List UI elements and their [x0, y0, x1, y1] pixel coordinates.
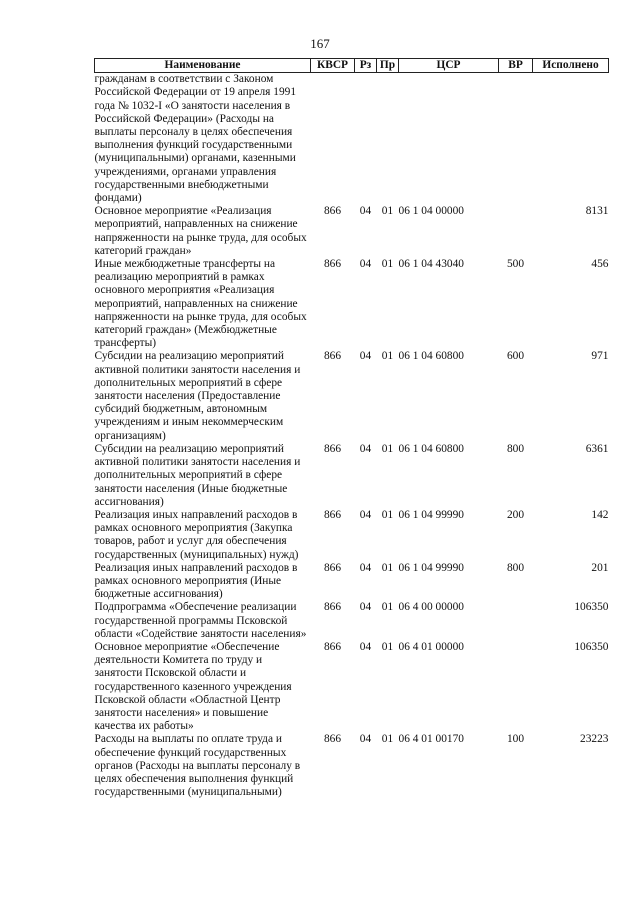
table-row: [95, 601, 609, 641]
row-amount: 456: [591, 258, 609, 271]
column-header-vr: ВР: [499, 59, 533, 73]
row-pr: 01: [381, 561, 394, 574]
column-header-name: Наименование: [95, 59, 311, 73]
row-pr: 01: [381, 258, 394, 271]
row-kvsr: 866: [323, 733, 342, 746]
row-csr: 06 4 00 00000: [398, 601, 464, 614]
row-vr: [499, 205, 533, 258]
row-name: Субсидии на реализацию мероприятий активной политики занятости населения и дополнительных мероприятий в сфере занятости населения (Иные бюджетные ассигнования): [94, 442, 301, 508]
row-rz: 04: [359, 442, 372, 455]
budget-table: [94, 58, 609, 799]
row-csr: 06 1 04 60800: [398, 350, 464, 363]
row-name: Субсидии на реализацию мероприятий активной политики занятости населения и дополнительных мероприятий в сфере занятости населения (Предоставление субсидий бюджетным, автономным учреждениям и иным некоммерческим организациям): [94, 350, 301, 442]
table-row: [95, 258, 609, 350]
row-vr: 600: [506, 350, 525, 363]
row-kvsr: 866: [323, 350, 342, 363]
row-amount: 8131: [585, 205, 609, 218]
row-csr: 06 4 01 00000: [398, 640, 464, 653]
row-pr: 01: [381, 442, 394, 455]
row-amount: 6361: [585, 442, 609, 455]
row-vr: [499, 73, 533, 206]
row-pr: 01: [381, 508, 394, 521]
row-vr: 100: [506, 733, 525, 746]
row-name: Реализация иных направлений расходов в рамках основного мероприятия (Иные бюджетные ассигнования): [94, 561, 298, 601]
column-header-pr: Пр: [377, 59, 399, 73]
row-rz: 04: [359, 733, 372, 746]
row-name: Основное мероприятие «Обеспечение деятельности Комитета по труду и занятости Псковской области и государственного казенного учреждения Псковской области «Областной Центр занятости населения» и повышение качества их работы»: [94, 640, 292, 733]
table-header-row: [95, 59, 609, 73]
row-amount: 971: [591, 350, 609, 363]
row-rz: 04: [359, 205, 372, 218]
row-kvsr: 866: [323, 601, 342, 614]
row-amount: 23223: [580, 733, 609, 746]
row-csr: 06 1 04 99990: [398, 508, 464, 521]
row-vr: [499, 641, 533, 733]
table-row: [95, 733, 609, 799]
row-amount: [533, 73, 609, 206]
table-row: [95, 443, 609, 509]
row-name: гражданам в соответствии с Законом Российской Федерации от 19 апреля 1991 года № 1032-I «О занятости населения в Российской Федерации» (Расходы на выплаты персоналу в целях обеспечения выполнения функций государственными (муниципальными) органами, казенными учреждениями, органами управления государственными внебюджетными фондами): [94, 73, 297, 205]
table-row: [95, 350, 609, 442]
row-kvsr: 866: [323, 640, 342, 653]
row-pr: 01: [381, 350, 394, 363]
row-rz: 04: [359, 258, 372, 271]
row-kvsr: 866: [323, 508, 342, 521]
row-vr: 800: [506, 442, 525, 455]
row-kvsr: 866: [323, 442, 342, 455]
column-header-executed: Исполнено: [533, 59, 609, 73]
table-row: [95, 205, 609, 258]
row-kvsr: 866: [323, 258, 342, 271]
row-amount: 106350: [574, 601, 609, 614]
row-kvsr: 866: [323, 561, 342, 574]
row-amount: 201: [591, 561, 609, 574]
row-rz: 04: [359, 601, 372, 614]
row-vr: [499, 601, 533, 641]
row-vr: 500: [506, 258, 525, 271]
table-row: [95, 562, 609, 602]
row-csr: 06 1 04 00000: [398, 205, 464, 218]
column-header-rz: Рз: [355, 59, 377, 73]
row-kvsr: 866: [323, 205, 342, 218]
column-header-kvsr: КВСР: [311, 59, 355, 73]
row-vr: 800: [506, 561, 525, 574]
row-name: Подпрограмма «Обеспечение реализации государственной программы Псковской области «Содействие занятости населения»: [94, 601, 307, 640]
row-pr: [377, 73, 399, 206]
row-name: Иные межбюджетные трансферты на реализацию мероприятий в рамках основного мероприятия «Реализация мероприятий, направленных на снижение напряженности на рынке труда, для особых категорий граждан» (Межбюджетные трансферты): [94, 258, 307, 350]
row-pr: 01: [381, 640, 394, 653]
row-csr: 06 1 04 99990: [398, 561, 464, 574]
table-row: [95, 509, 609, 562]
row-csr: 06 4 01 00170: [398, 733, 464, 746]
row-pr: 01: [381, 733, 394, 746]
row-rz: 04: [359, 561, 372, 574]
row-rz: [355, 73, 377, 206]
row-name: Основное мероприятие «Реализация мероприятий, направленных на снижение напряженности на рынке труда, для особых категорий граждан»: [94, 205, 307, 257]
row-amount: 142: [591, 508, 609, 521]
row-rz: 04: [359, 508, 372, 521]
table-row: [95, 73, 609, 206]
row-name: Реализация иных направлений расходов в рамках основного мероприятия (Закупка товаров, работ и услуг для обеспечения государственных (муниципальных) нужд): [94, 508, 299, 561]
page-number: 167: [310, 36, 330, 51]
row-pr: 01: [381, 601, 394, 614]
row-csr: [399, 73, 499, 206]
row-vr: 200: [506, 508, 525, 521]
row-rz: 04: [359, 640, 372, 653]
table-row: [95, 641, 609, 733]
column-header-csr: ЦСР: [399, 59, 499, 73]
row-csr: 06 1 04 43040: [398, 258, 464, 271]
row-csr: 06 1 04 60800: [398, 442, 464, 455]
row-pr: 01: [381, 205, 394, 218]
row-amount: 106350: [574, 640, 609, 653]
row-name: Расходы на выплаты по оплате труда и обеспечение функций государственных органов (Расходы на выплаты персоналу в целях обеспечения выполнения функций государственными (муниципальными): [94, 733, 301, 799]
row-rz: 04: [359, 350, 372, 363]
row-kvsr: [311, 73, 355, 206]
